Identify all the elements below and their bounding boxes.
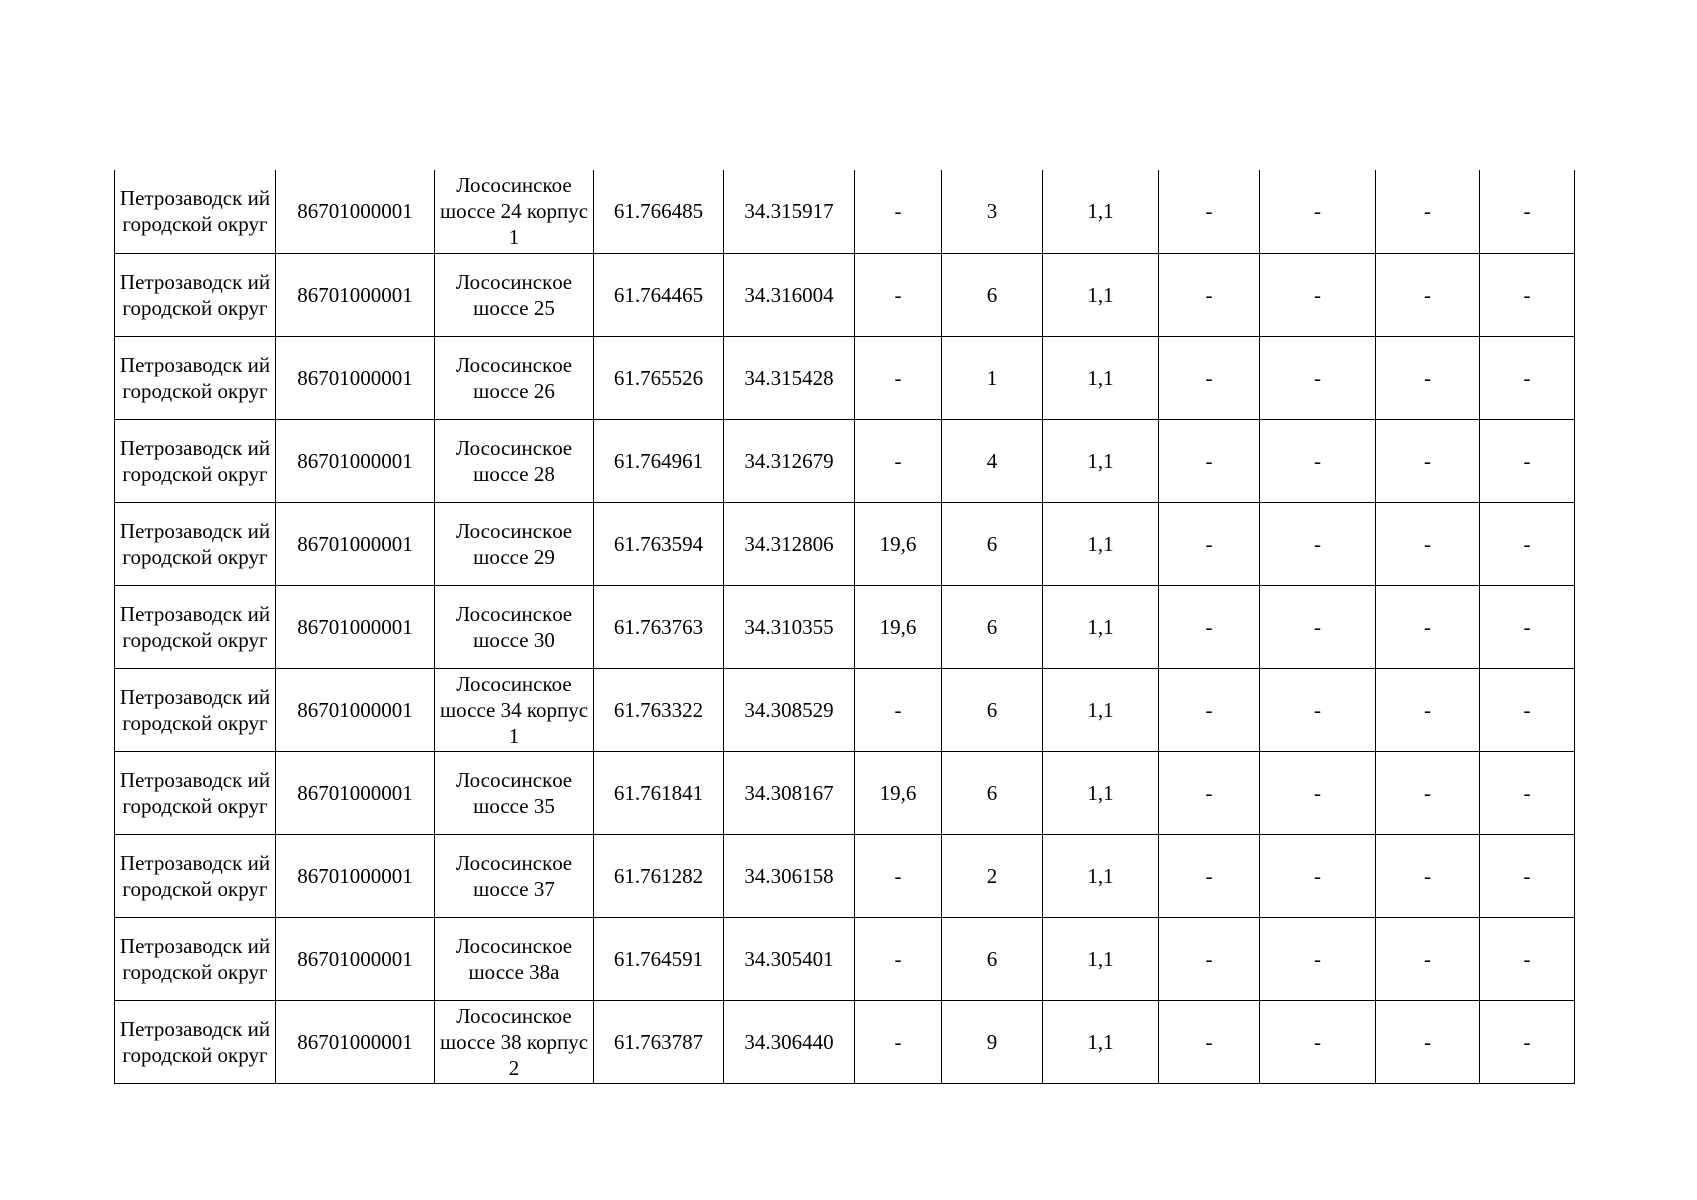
address-cell: Лососинское шоссе 24 корпус 1: [435, 170, 594, 253]
col8-cell: 1,1: [1043, 751, 1159, 834]
table-row: [115, 253, 1575, 336]
oktmo-cell: 86701000001: [276, 336, 435, 419]
col10-cell: -: [1260, 502, 1376, 585]
col7-cell: 2: [942, 834, 1043, 917]
district-cell: Петрозаводск ий городской округ: [115, 668, 276, 751]
col9-cell: -: [1159, 585, 1260, 668]
col10-cell: -: [1260, 834, 1376, 917]
address-cell: Лососинскoе шоссе 35: [435, 751, 594, 834]
col11-cell: -: [1376, 668, 1480, 751]
district-cell: Петрозаводск ий городской округ: [115, 419, 276, 502]
address-cell: Лососинское шоссе 38 корпус 2: [435, 1000, 594, 1083]
col11-cell: -: [1376, 834, 1480, 917]
col6-cell: -: [855, 419, 942, 502]
col6-cell: -: [855, 834, 942, 917]
col6-cell: -: [855, 917, 942, 1000]
col11-cell: -: [1376, 751, 1480, 834]
address-cell: Лососинскoе шоссе 38а: [435, 917, 594, 1000]
longitude-cell: 34.315428: [724, 336, 855, 419]
district-cell: Петрозаводск ий городской округ: [115, 585, 276, 668]
col8-cell: 1,1: [1043, 419, 1159, 502]
latitude-cell: 61.761282: [594, 834, 724, 917]
col11-cell: -: [1376, 502, 1480, 585]
longitude-cell: 34.308167: [724, 751, 855, 834]
col11-cell: -: [1376, 419, 1480, 502]
col9-cell: -: [1159, 253, 1260, 336]
longitude-cell: 34.312806: [724, 502, 855, 585]
col9-cell: -: [1159, 917, 1260, 1000]
col10-cell: -: [1260, 668, 1376, 751]
district-cell: Петрозаводск ий городской округ: [115, 834, 276, 917]
col8-cell: 1,1: [1043, 668, 1159, 751]
longitude-cell: 34.316004: [724, 253, 855, 336]
col11-cell: -: [1376, 585, 1480, 668]
col12-cell: -: [1480, 1000, 1575, 1083]
oktmo-cell: 86701000001: [276, 751, 435, 834]
col10-cell: -: [1260, 336, 1376, 419]
table-row: [115, 1000, 1575, 1083]
longitude-cell: 34.308529: [724, 668, 855, 751]
oktmo-cell: 86701000001: [276, 170, 435, 253]
latitude-cell: 61.764961: [594, 419, 724, 502]
table-row: [115, 751, 1575, 834]
col7-cell: 1: [942, 336, 1043, 419]
col7-cell: 6: [942, 253, 1043, 336]
col6-cell: -: [855, 336, 942, 419]
col8-cell: 1,1: [1043, 917, 1159, 1000]
col7-cell: 9: [942, 1000, 1043, 1083]
col9-cell: -: [1159, 668, 1260, 751]
latitude-cell: 61.763787: [594, 1000, 724, 1083]
col8-cell: 1,1: [1043, 834, 1159, 917]
col6-cell: 19,6: [855, 585, 942, 668]
oktmo-cell: 86701000001: [276, 502, 435, 585]
col6-cell: -: [855, 1000, 942, 1083]
document-page: [114, 170, 1574, 1084]
col6-cell: 19,6: [855, 751, 942, 834]
col9-cell: -: [1159, 751, 1260, 834]
latitude-cell: 61.766485: [594, 170, 724, 253]
oktmo-cell: 86701000001: [276, 834, 435, 917]
latitude-cell: 61.761841: [594, 751, 724, 834]
col12-cell: -: [1480, 751, 1575, 834]
longitude-cell: 34.306440: [724, 1000, 855, 1083]
district-cell: Петрозаводск ий городской округ: [115, 917, 276, 1000]
col11-cell: -: [1376, 1000, 1480, 1083]
district-cell: Петрозаводск ий городской округ: [115, 336, 276, 419]
col12-cell: -: [1480, 834, 1575, 917]
table-row: [115, 917, 1575, 1000]
col8-cell: 1,1: [1043, 502, 1159, 585]
col12-cell: -: [1480, 336, 1575, 419]
address-cell: Лососинскoе шоссе 30: [435, 585, 594, 668]
longitude-cell: 34.312679: [724, 419, 855, 502]
col8-cell: 1,1: [1043, 585, 1159, 668]
col9-cell: -: [1159, 170, 1260, 253]
longitude-cell: 34.310355: [724, 585, 855, 668]
col12-cell: -: [1480, 170, 1575, 253]
col12-cell: -: [1480, 253, 1575, 336]
col9-cell: -: [1159, 419, 1260, 502]
col12-cell: -: [1480, 419, 1575, 502]
col6-cell: -: [855, 170, 942, 253]
col12-cell: -: [1480, 917, 1575, 1000]
col11-cell: -: [1376, 336, 1480, 419]
col10-cell: -: [1260, 170, 1376, 253]
oktmo-cell: 86701000001: [276, 253, 435, 336]
table-row: [115, 834, 1575, 917]
col8-cell: 1,1: [1043, 253, 1159, 336]
latitude-cell: 61.764465: [594, 253, 724, 336]
col6-cell: -: [855, 668, 942, 751]
table-row: [115, 502, 1575, 585]
address-cell: Лососинскoе шоссе 26: [435, 336, 594, 419]
col10-cell: -: [1260, 419, 1376, 502]
col11-cell: -: [1376, 253, 1480, 336]
latitude-cell: 61.763322: [594, 668, 724, 751]
address-cell: Лососинскoе шоссе 37: [435, 834, 594, 917]
oktmo-cell: 86701000001: [276, 1000, 435, 1083]
col10-cell: -: [1260, 253, 1376, 336]
table-row: [115, 336, 1575, 419]
oktmo-cell: 86701000001: [276, 585, 435, 668]
col11-cell: -: [1376, 170, 1480, 253]
col6-cell: 19,6: [855, 502, 942, 585]
oktmo-cell: 86701000001: [276, 419, 435, 502]
col9-cell: -: [1159, 336, 1260, 419]
col12-cell: -: [1480, 585, 1575, 668]
longitude-cell: 34.306158: [724, 834, 855, 917]
col7-cell: 6: [942, 917, 1043, 1000]
table-row: [115, 585, 1575, 668]
table-row: [115, 668, 1575, 751]
col10-cell: -: [1260, 585, 1376, 668]
col8-cell: 1,1: [1043, 336, 1159, 419]
col8-cell: 1,1: [1043, 170, 1159, 253]
district-cell: Петрозаводск ий городской округ: [115, 1000, 276, 1083]
oktmo-cell: 86701000001: [276, 668, 435, 751]
col11-cell: -: [1376, 917, 1480, 1000]
col12-cell: -: [1480, 668, 1575, 751]
col7-cell: 3: [942, 170, 1043, 253]
col12-cell: -: [1480, 502, 1575, 585]
col8-cell: 1,1: [1043, 1000, 1159, 1083]
col10-cell: -: [1260, 917, 1376, 1000]
latitude-cell: 61.763763: [594, 585, 724, 668]
address-cell: Лососинское шоссе 34 корпус 1: [435, 668, 594, 751]
district-cell: Петрозаводск ий городской округ: [115, 502, 276, 585]
col10-cell: -: [1260, 1000, 1376, 1083]
latitude-cell: 61.764591: [594, 917, 724, 1000]
col7-cell: 6: [942, 502, 1043, 585]
district-cell: Петрозаводск ий городской округ: [115, 170, 276, 253]
oktmo-cell: 86701000001: [276, 917, 435, 1000]
latitude-cell: 61.763594: [594, 502, 724, 585]
table-body: [115, 170, 1575, 1083]
col7-cell: 6: [942, 668, 1043, 751]
table-row: [115, 170, 1575, 253]
col9-cell: -: [1159, 1000, 1260, 1083]
table-row: [115, 419, 1575, 502]
address-cell: Лососинскoе шоссе 28: [435, 419, 594, 502]
latitude-cell: 61.765526: [594, 336, 724, 419]
longitude-cell: 34.305401: [724, 917, 855, 1000]
district-cell: Петрозаводск ий городской округ: [115, 751, 276, 834]
col7-cell: 4: [942, 419, 1043, 502]
longitude-cell: 34.315917: [724, 170, 855, 253]
container-sites-table: [114, 170, 1575, 1084]
district-cell: Петрозаводск ий городской округ: [115, 253, 276, 336]
address-cell: Лососинскoе шоссе 25: [435, 253, 594, 336]
col10-cell: -: [1260, 751, 1376, 834]
col9-cell: -: [1159, 502, 1260, 585]
col9-cell: -: [1159, 834, 1260, 917]
col7-cell: 6: [942, 585, 1043, 668]
col6-cell: -: [855, 253, 942, 336]
address-cell: Лососинскoе шоссе 29: [435, 502, 594, 585]
col7-cell: 6: [942, 751, 1043, 834]
